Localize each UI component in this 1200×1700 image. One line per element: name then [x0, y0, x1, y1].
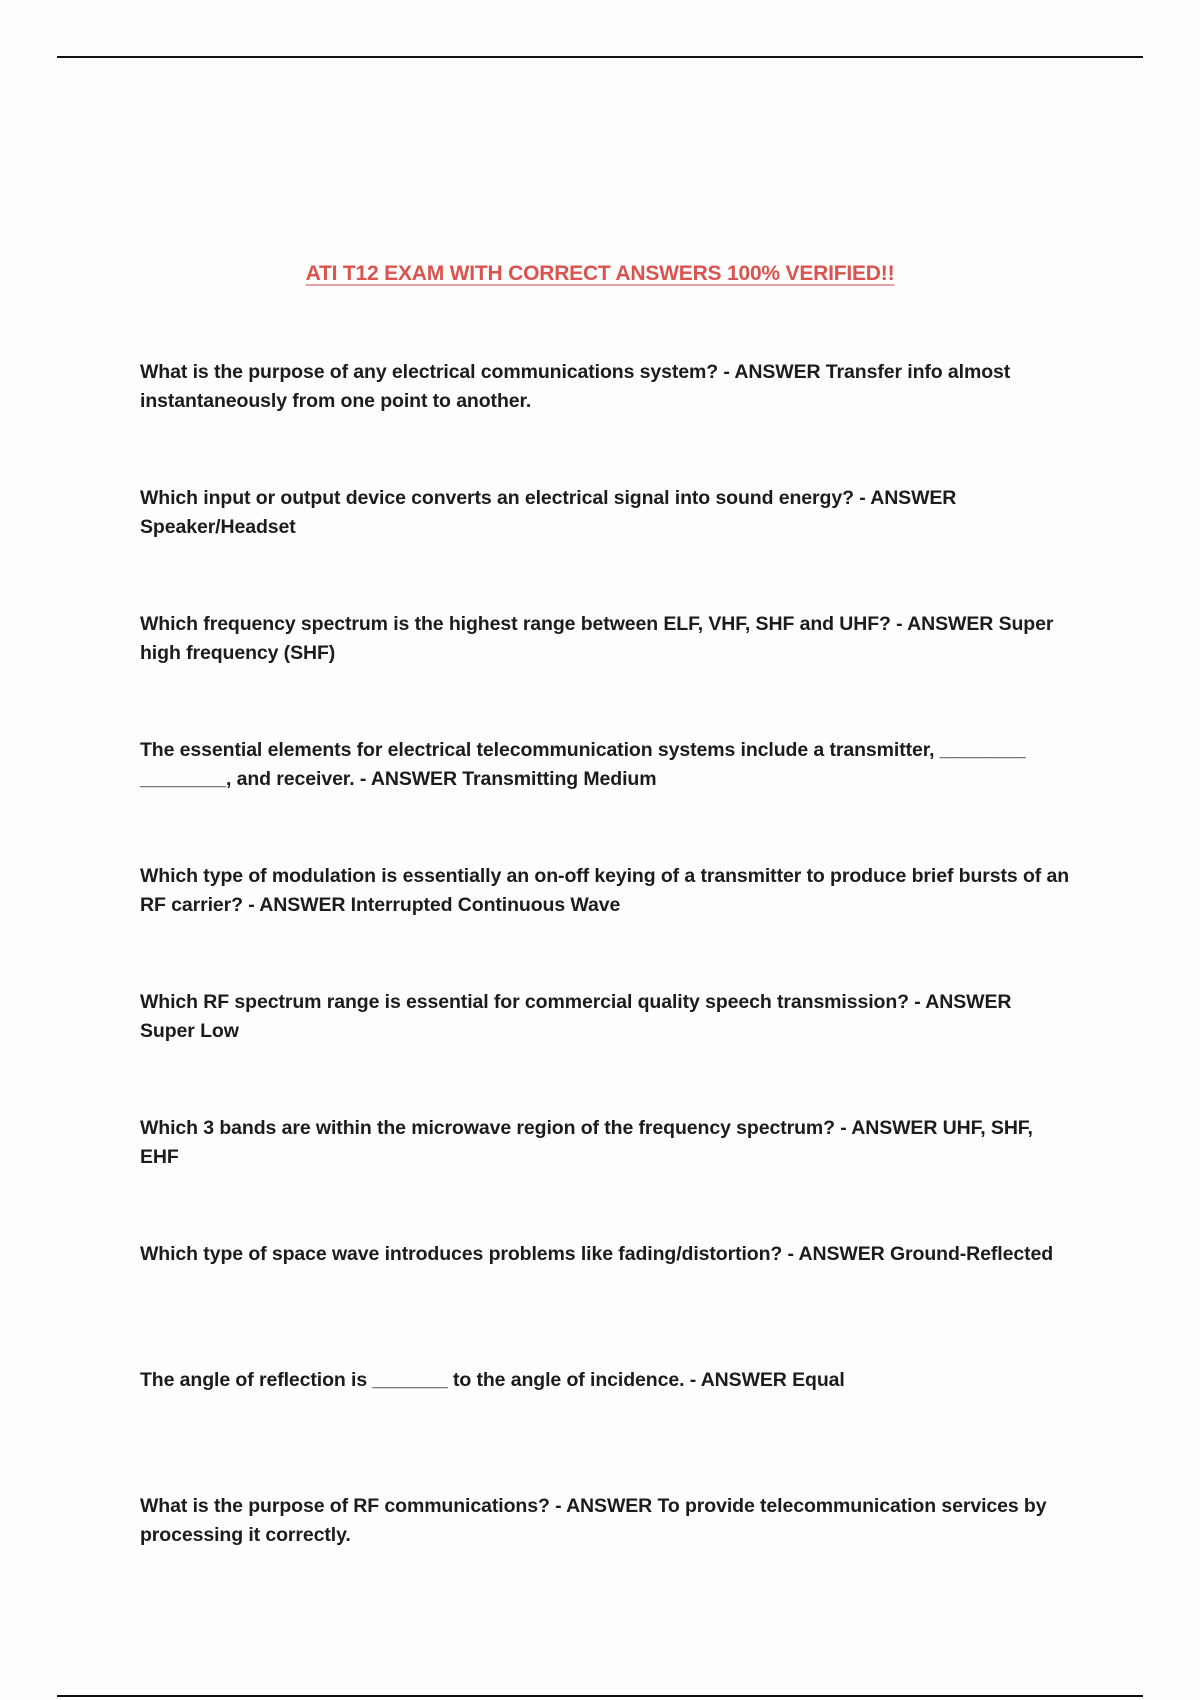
- answer-text: Equal: [792, 1369, 845, 1391]
- question-text: Which type of modulation is essentially an on-off keying of a transmitter to produce brief bursts of an RF carrier?: [140, 865, 1070, 916]
- top-divider: [57, 56, 1143, 58]
- qa-list: [140, 358, 1070, 1618]
- separator: -: [354, 768, 371, 790]
- answer-label: ANSWER: [870, 487, 957, 509]
- answer-text: Ground-Reflected: [889, 1243, 1054, 1265]
- separator: -: [908, 991, 926, 1013]
- answer-text: Speaker/Headset: [140, 516, 296, 538]
- answer-label: ANSWER: [851, 1117, 938, 1139]
- answer-text: Transfer info almost instantaneously from one point to another.: [140, 361, 1011, 412]
- answer-label: ANSWER: [925, 991, 1012, 1013]
- separator: -: [890, 613, 908, 635]
- answer-text: Transmitting Medium: [462, 768, 657, 790]
- answer-label: ANSWER: [734, 361, 821, 383]
- qa-item: [140, 1114, 1070, 1240]
- qa-item: [140, 484, 1070, 610]
- answer-text: To provide telecommunication services by processing it correctly.: [140, 1495, 1047, 1546]
- bottom-divider: [57, 1695, 1143, 1697]
- question-text: The angle of reflection is _______ to the angle of incidence.: [140, 1369, 685, 1391]
- answer-label: ANSWER: [798, 1243, 885, 1265]
- qa-item: [140, 610, 1070, 736]
- qa-item: [140, 358, 1070, 484]
- document-title: ATI T12 EXAM WITH CORRECT ANSWERS 100% VERIFIED!!: [305, 262, 895, 285]
- answer-text: UHF, SHF, EHF: [140, 1117, 1033, 1168]
- answer-text: Super high frequency (SHF): [140, 613, 1054, 664]
- question-text: Which input or output device converts an electrical signal into sound energy?: [140, 487, 854, 509]
- qa-item: [140, 862, 1070, 988]
- separator: -: [242, 894, 260, 916]
- question-text: The essential elements for electrical telecommunication systems include a transmitter, ________ ________, and receiver.: [140, 739, 1026, 790]
- qa-item: [140, 1240, 1070, 1366]
- question-text: Which 3 bands are within the microwave region of the frequency spectrum?: [140, 1117, 835, 1139]
- separator: -: [834, 1117, 852, 1139]
- qa-item: [140, 988, 1070, 1114]
- separator: -: [549, 1495, 567, 1517]
- qa-item: [140, 1492, 1070, 1618]
- question-text: Which RF spectrum range is essential for commercial quality speech transmission?: [140, 991, 909, 1013]
- qa-item: [140, 1366, 1070, 1492]
- question-text: Which frequency spectrum is the highest range between ELF, VHF, SHF and UHF?: [140, 613, 891, 635]
- separator: -: [684, 1369, 701, 1391]
- answer-label: ANSWER: [370, 768, 457, 790]
- separator: -: [782, 1243, 799, 1265]
- answer-text: Interrupted Continuous Wave: [350, 894, 621, 916]
- answer-label: ANSWER: [259, 894, 346, 916]
- question-text: What is the purpose of any electrical communications system?: [140, 361, 719, 383]
- qa-item: [140, 736, 1070, 862]
- answer-label: ANSWER: [700, 1369, 787, 1391]
- question-text: What is the purpose of RF communications?: [140, 1495, 550, 1517]
- answer-text: Super Low: [140, 1020, 239, 1042]
- question-text: Which type of space wave introduces problems like fading/distortion?: [140, 1243, 783, 1265]
- separator: -: [853, 487, 871, 509]
- answer-label: ANSWER: [566, 1495, 653, 1517]
- answer-label: ANSWER: [907, 613, 994, 635]
- separator: -: [718, 361, 735, 383]
